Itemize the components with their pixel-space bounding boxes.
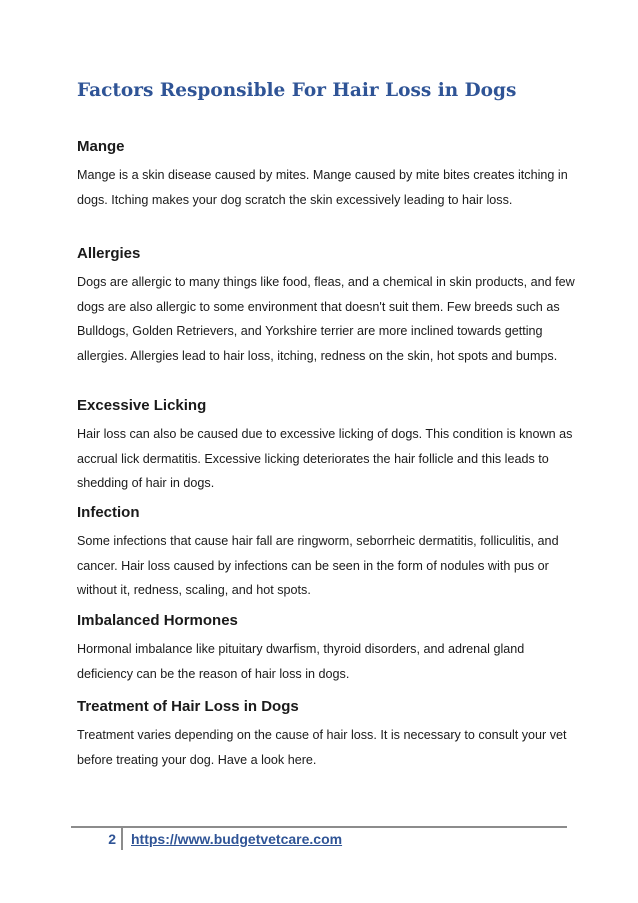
footer-separator xyxy=(121,827,123,850)
section-body: Hormonal imbalance like pituitary dwarfism, thyroid disorders, and adrenal gland deficiency can be the reason of hair loss in dogs. xyxy=(77,642,525,681)
section-infection xyxy=(77,503,577,603)
section-allergies xyxy=(77,244,577,368)
section-mange xyxy=(77,137,577,212)
footer-divider xyxy=(71,826,567,828)
section-treatment xyxy=(77,697,577,772)
section-heading: Mange xyxy=(77,138,125,155)
footer-website-link[interactable]: https://www.budgetvetcare.com xyxy=(131,831,343,847)
section-excessive-licking xyxy=(77,396,577,496)
section-imbalanced-hormones xyxy=(77,611,577,686)
section-body: Hair loss can also be caused due to excessive licking of dogs. This condition is known as accrual lick dermatitis. Excessive licking deteriorates the hair follicle and this leads to shedding of hair in dogs. xyxy=(77,427,573,491)
page-title: Factors Responsible For Hair Loss in Dogs xyxy=(77,80,517,101)
section-heading: Allergies xyxy=(77,245,141,262)
section-heading: Imbalanced Hormones xyxy=(77,612,238,629)
section-heading: Excessive Licking xyxy=(77,397,207,414)
section-body: Some infections that cause hair fall are ringworm, seborrheic dermatitis, folliculitis, and cancer. Hair loss caused by infections can be seen in the form of nodules with pus or without it, redness, scaling, and hot spots. xyxy=(77,534,559,598)
section-heading: Infection xyxy=(77,504,140,521)
section-body: Dogs are allergic to many things like food, fleas, and a chemical in skin products, and few dogs are also allergic to some environment that doesn't suit them. Few breeds such as Bulldogs, Golden Retrievers, and Yorkshire terrier are more inclined towards getting allergies. Allergies lead to hair loss, itching, redness on the skin, hot spots and bumps. xyxy=(77,275,575,363)
section-body: Mange is a skin disease caused by mites. Mange caused by mite bites creates itching in dogs. Itching makes your dog scratch the skin excessively leading to hair loss. xyxy=(77,168,568,207)
page-number: 2 xyxy=(108,831,116,847)
section-body: Treatment varies depending on the cause of hair loss. It is necessary to consult your vet before treating your dog. Have a look here. xyxy=(77,728,567,767)
section-heading: Treatment of Hair Loss in Dogs xyxy=(77,698,299,715)
